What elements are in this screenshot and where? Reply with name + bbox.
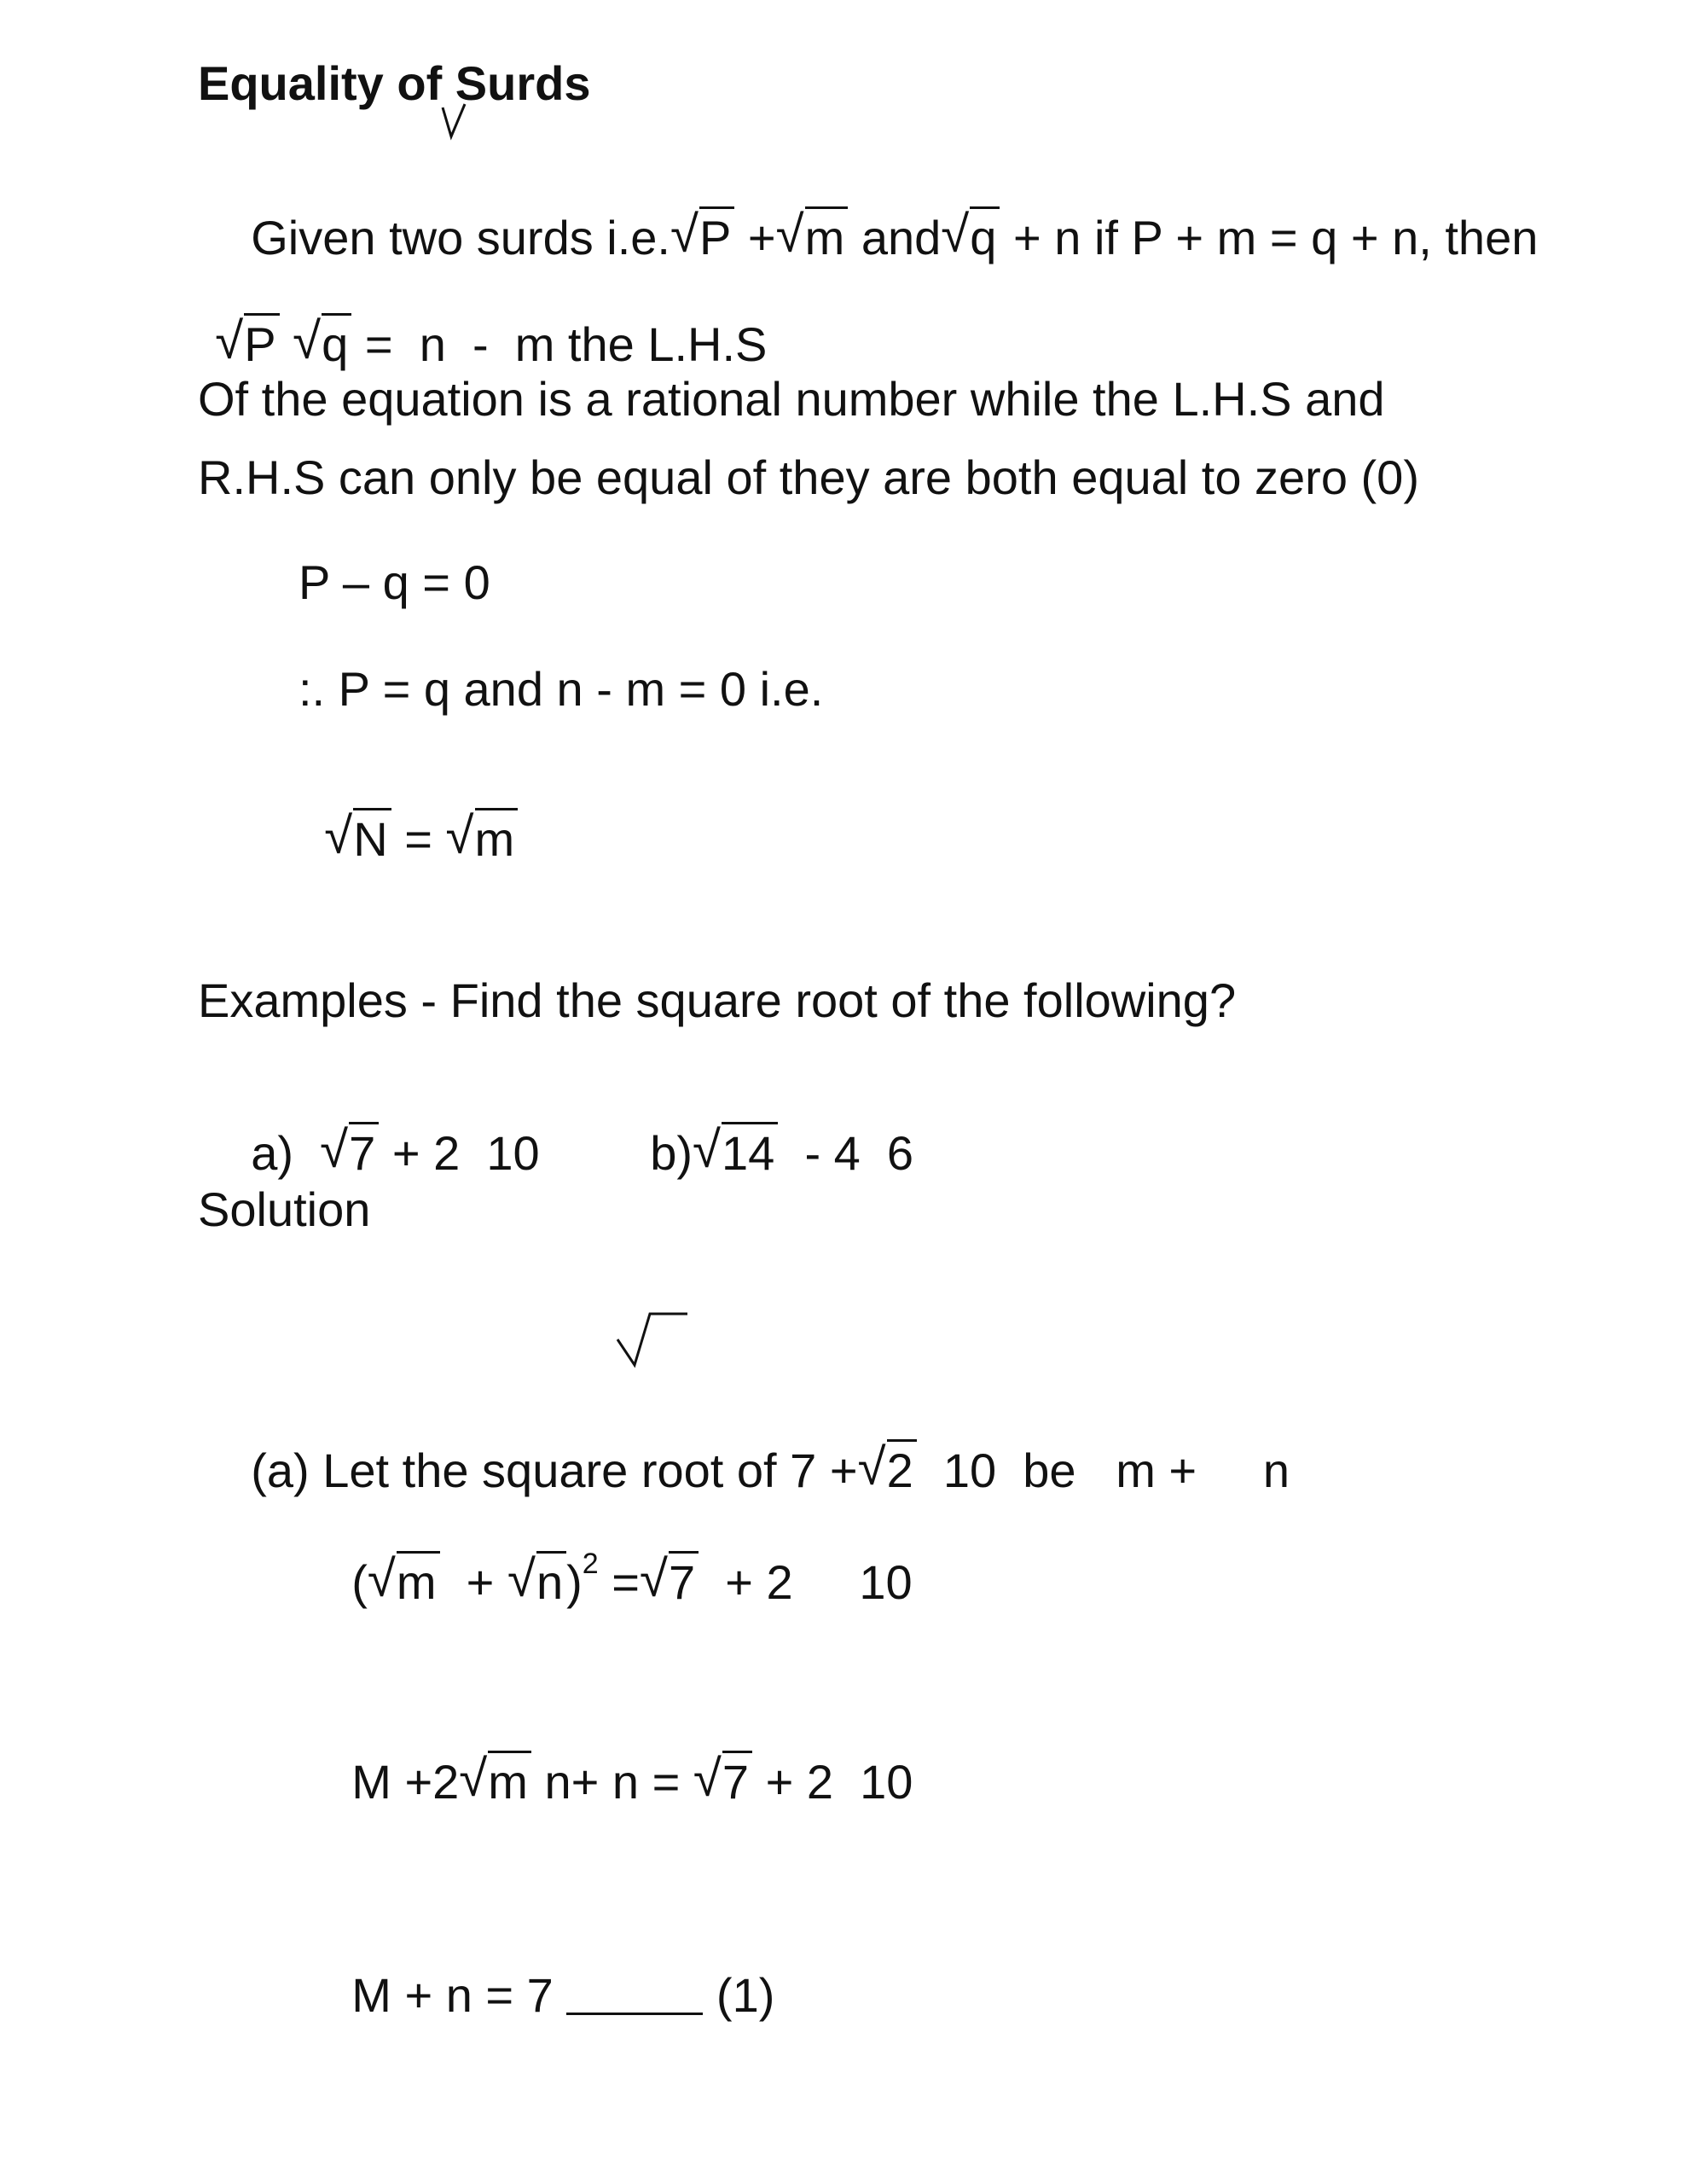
radical-mark-icon <box>614 1305 691 1374</box>
surd-7-3: √ 7 <box>693 1758 752 1806</box>
equation-1 <box>299 1502 913 1654</box>
let-suffix: 10 be m + n <box>916 1443 1290 1497</box>
eq1-open-paren: ( <box>351 1555 368 1609</box>
example-b <box>597 1082 913 1225</box>
paragraph-line-2: R.H.S can only be equal of they are both equal to zero (0) <box>198 450 1419 504</box>
blank-line <box>566 1978 703 2015</box>
surd-2: √ 2 <box>858 1447 917 1495</box>
surd-p-2: √ P <box>215 321 279 369</box>
check-mark-icon <box>439 102 473 145</box>
paragraph-line-1: Of the equation is a rational number while the L.H.S and <box>198 372 1385 426</box>
surd-q-2: √ q <box>293 321 351 369</box>
page-title: Equality of Surds <box>198 56 591 110</box>
eq2-mid: n+ n = <box>530 1755 693 1809</box>
solution-heading: Solution <box>198 1182 371 1236</box>
surd-14: √ 14 <box>693 1130 778 1177</box>
plus-sign: + <box>734 211 776 264</box>
step-root-n-equals-root-m <box>271 768 518 911</box>
example-b-label: b) <box>650 1126 693 1180</box>
surd-q: √ q <box>941 214 1000 262</box>
eq3-prefix: M + n = 7 <box>351 1968 567 2022</box>
and-word: and <box>848 211 942 264</box>
eq2-rest: + 2 10 <box>752 1755 913 1809</box>
equation-2 <box>299 1711 913 1854</box>
eq1-plus: + <box>439 1555 507 1609</box>
eq1-rest: + 2 10 <box>699 1555 913 1609</box>
lhs-rest: = n - m the L.H.S <box>364 317 768 371</box>
surd-m-5: √ m <box>459 1758 531 1806</box>
surd-m-4: √ m <box>368 1559 440 1606</box>
let-prefix: (a) Let the square root of 7 + <box>251 1443 858 1497</box>
examples-heading: Examples - Find the square root of the following? <box>198 973 1237 1027</box>
surd-m-3: √ m <box>446 816 519 863</box>
equals-sign: = <box>391 812 446 866</box>
step-p-equals-q: :. P = q and n - m = 0 i.e. <box>299 662 824 716</box>
example-b-rest: - 4 6 <box>778 1126 914 1180</box>
eq3-suffix: (1) <box>703 1968 775 2022</box>
surd-7: √ 7 <box>320 1130 379 1177</box>
surd-n-2: √ n <box>507 1559 566 1606</box>
eq1-equals: = <box>598 1555 640 1609</box>
surd-m: √ m <box>776 214 849 262</box>
given-suffix: + n if P + m = q + n, then <box>1000 211 1539 264</box>
eq1-close-paren: ) <box>566 1555 583 1609</box>
example-a-rest: + 2 10 <box>379 1126 540 1180</box>
surd-n: √ N <box>324 816 391 863</box>
eq2-prefix: M +2 <box>351 1755 460 1809</box>
surd-p: √ P <box>670 214 734 262</box>
given-prefix: Given two surds i.e. <box>251 211 670 264</box>
eq1-power: 2 <box>582 1548 599 1580</box>
step-p-minus-q: P – q = 0 <box>299 555 490 609</box>
example-a-label: a) <box>251 1126 294 1180</box>
surd-7-2: √ 7 <box>640 1559 699 1606</box>
equation-3 <box>299 1924 774 2067</box>
